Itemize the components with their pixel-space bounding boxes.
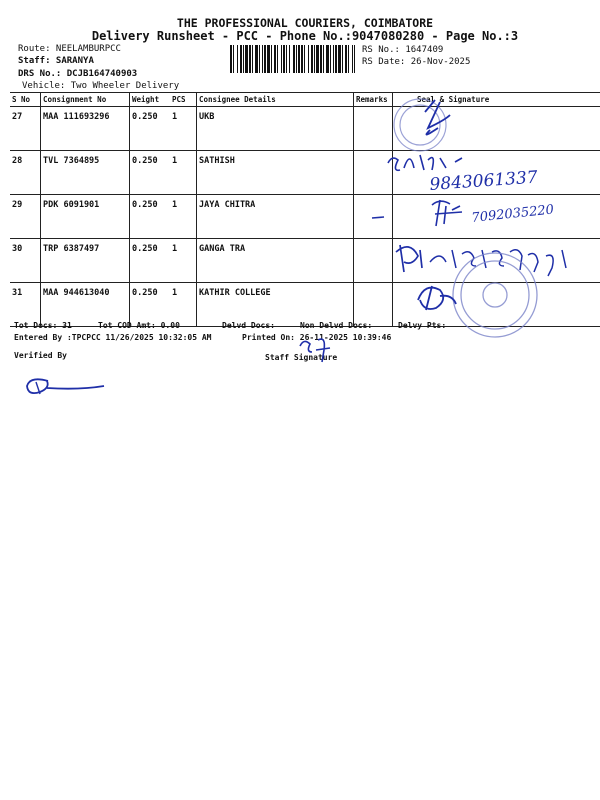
cell-sno: 27 — [10, 107, 41, 151]
cell-signature — [393, 107, 600, 151]
cell-pcs: 1 — [170, 151, 197, 195]
cell-consignee: KATHIR COLLEGE — [197, 283, 354, 327]
drs-number: DRS No.: DCJB164740903 — [18, 69, 138, 79]
phone-row29: 7092035220 — [470, 202, 555, 226]
delivery-table — [10, 92, 600, 327]
cell-consignee: UKB — [197, 107, 354, 151]
rs-date: RS Date: 26-Nov-2025 — [362, 57, 471, 67]
header-sno: S No — [10, 93, 41, 107]
cell-sno: 30 — [10, 239, 41, 283]
verified-by-stroke — [36, 382, 40, 394]
header-weight: Weight — [130, 93, 171, 107]
cell-pcs: 1 — [170, 107, 197, 151]
cell-sno: 29 — [10, 195, 41, 239]
header-seal-signature: Seal & Signature — [393, 93, 600, 107]
cell-pcs: 1 — [170, 239, 197, 283]
route-label: Route: NEELAMBURPCC — [18, 44, 121, 54]
cell-consignee: JAYA CHITRA — [197, 195, 354, 239]
cell-remarks — [354, 195, 393, 239]
header-consignee: Consignee Details — [197, 93, 354, 107]
verified-by-signature — [27, 379, 104, 393]
cell-remarks — [354, 107, 393, 151]
table-row — [10, 107, 600, 151]
cell-weight: 0.250 — [130, 283, 171, 327]
barcode-image — [230, 45, 355, 73]
cell-remarks — [354, 239, 393, 283]
non-delvd-docs: Non Delvd Docs: — [300, 321, 373, 330]
cell-weight: 0.250 — [130, 239, 171, 283]
cell-consignee: GANGA TRA — [197, 239, 354, 283]
entered-by: Entered By :TPCPCC 11/26/2025 10:32:05 AM — [14, 333, 212, 342]
phone-row28: 9843061337 — [428, 167, 539, 195]
company-name: THE PROFESSIONAL COURIERS, COIMBATORE — [176, 16, 434, 30]
cell-signature — [393, 283, 600, 327]
table-row — [10, 283, 600, 327]
table-row — [10, 195, 600, 239]
cell-weight: 0.250 — [130, 107, 171, 151]
table-row — [10, 239, 600, 283]
staff-signature-label: Staff Signature — [265, 353, 338, 362]
runsheet-title: Delivery Runsheet - PCC - Phone No.:9047080280 - Page No.:3 — [91, 29, 519, 43]
staff-label: Staff: SARANYA — [18, 56, 94, 66]
cell-consignment: MAA 111693296 — [41, 107, 130, 151]
cell-pcs: 1 — [170, 195, 197, 239]
header-remarks: Remarks — [354, 93, 393, 107]
header-consignment: Consignment No — [41, 93, 130, 107]
table-header-row — [10, 93, 600, 107]
cell-weight: 0.250 — [130, 151, 171, 195]
cell-consignee: SATHISH — [197, 151, 354, 195]
cell-signature — [393, 239, 600, 283]
cell-consignment: TRP 6387497 — [41, 239, 130, 283]
tot-cod-amount: Tot COD Amt: 0.00 — [98, 321, 180, 330]
cell-signature — [393, 195, 600, 239]
delvd-docs: Delvd Docs: — [222, 321, 275, 330]
cell-consignment: TVL 7364895 — [41, 151, 130, 195]
vehicle-label: Vehicle: Two Wheeler Delivery — [22, 81, 180, 91]
cell-remarks — [354, 283, 393, 327]
cell-consignment: PDK 6091901 — [41, 195, 130, 239]
header-pcs: PCS — [170, 93, 197, 107]
delvy-pts: Delvy Pts: — [398, 321, 447, 330]
table-row — [10, 151, 600, 195]
verified-by-label: Verified By — [14, 351, 67, 360]
printed-on: Printed On: 26-11-2025 10:39:46 — [242, 333, 392, 342]
cell-sno: 31 — [10, 283, 41, 327]
cell-consignment: MAA 944613040 — [41, 283, 130, 327]
cell-weight: 0.250 — [130, 195, 171, 239]
tot-docs: Tot Docs: 31 — [14, 321, 72, 330]
cell-sno: 28 — [10, 151, 41, 195]
cell-remarks — [354, 151, 393, 195]
cell-signature — [393, 151, 600, 195]
cell-pcs: 1 — [170, 283, 197, 327]
rs-number: RS No.: 1647409 — [362, 45, 444, 55]
